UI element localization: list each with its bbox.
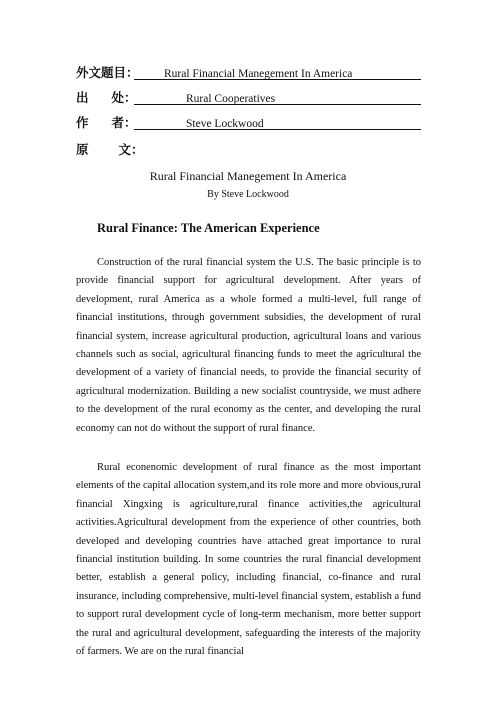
source-label: 出 处： (76, 90, 137, 105)
author-label: 作 者： (76, 115, 137, 130)
author-field (76, 114, 421, 132)
document-byline: By Steve Lockwood (207, 189, 289, 200)
body-paragraph: Construction of the rural financial system the U.S. The basic principle is to provide financial support for agricultural development. After years of development, rural America as a whole formed a multi-level, full range of financial institutions, through government subsidies, the development of rural financial system, increase agricultural production, agricultural loans and various channels such as social, agricultural financing funds to meet the agricultural the development of a variety of financial needs, to provide the financial security of agricultural modernization. Building a new socialist countryside, we must adhere to the development of the rural economy as the center, and developing the rural economy can not do without the support of rural finance. (76, 257, 421, 434)
original-text-label: 原 文： (76, 142, 144, 157)
author-value: Steve Lockwood (186, 118, 264, 130)
document-title: Rural Financial Manegement In America (149, 169, 347, 183)
source-field (76, 89, 421, 107)
source-underline (134, 88, 421, 105)
source-value: Rural Cooperatives (186, 93, 276, 105)
author-underline (134, 113, 421, 130)
title-field (76, 64, 421, 82)
section-heading: Rural Finance: The American Experience (97, 221, 320, 235)
title-value: Rural Financial Manegement In America (164, 68, 353, 80)
body-paragraph: Rural econenomic development of rural finance as the most important elements of the capital allocation system,and its role more and more obvious,rural financial Xingxing is agriculture,rural finance activities,the agricultural activities.Agricultural development from the experience of other countries, both developed and developing countries have attached great importance to rural financial institution building. In some countries the rural financial development better, establish a general policy, including financial, co-finance and rural insurance, including comprehensive, multi-level financial system, establish a fund to support rural development cycle of long-term mechanism, more better support the rural and agricultural development, safeguarding the interests of the majority of farmers. We are on the rural financial (76, 462, 421, 658)
title-label: 外文题目： (76, 65, 139, 80)
